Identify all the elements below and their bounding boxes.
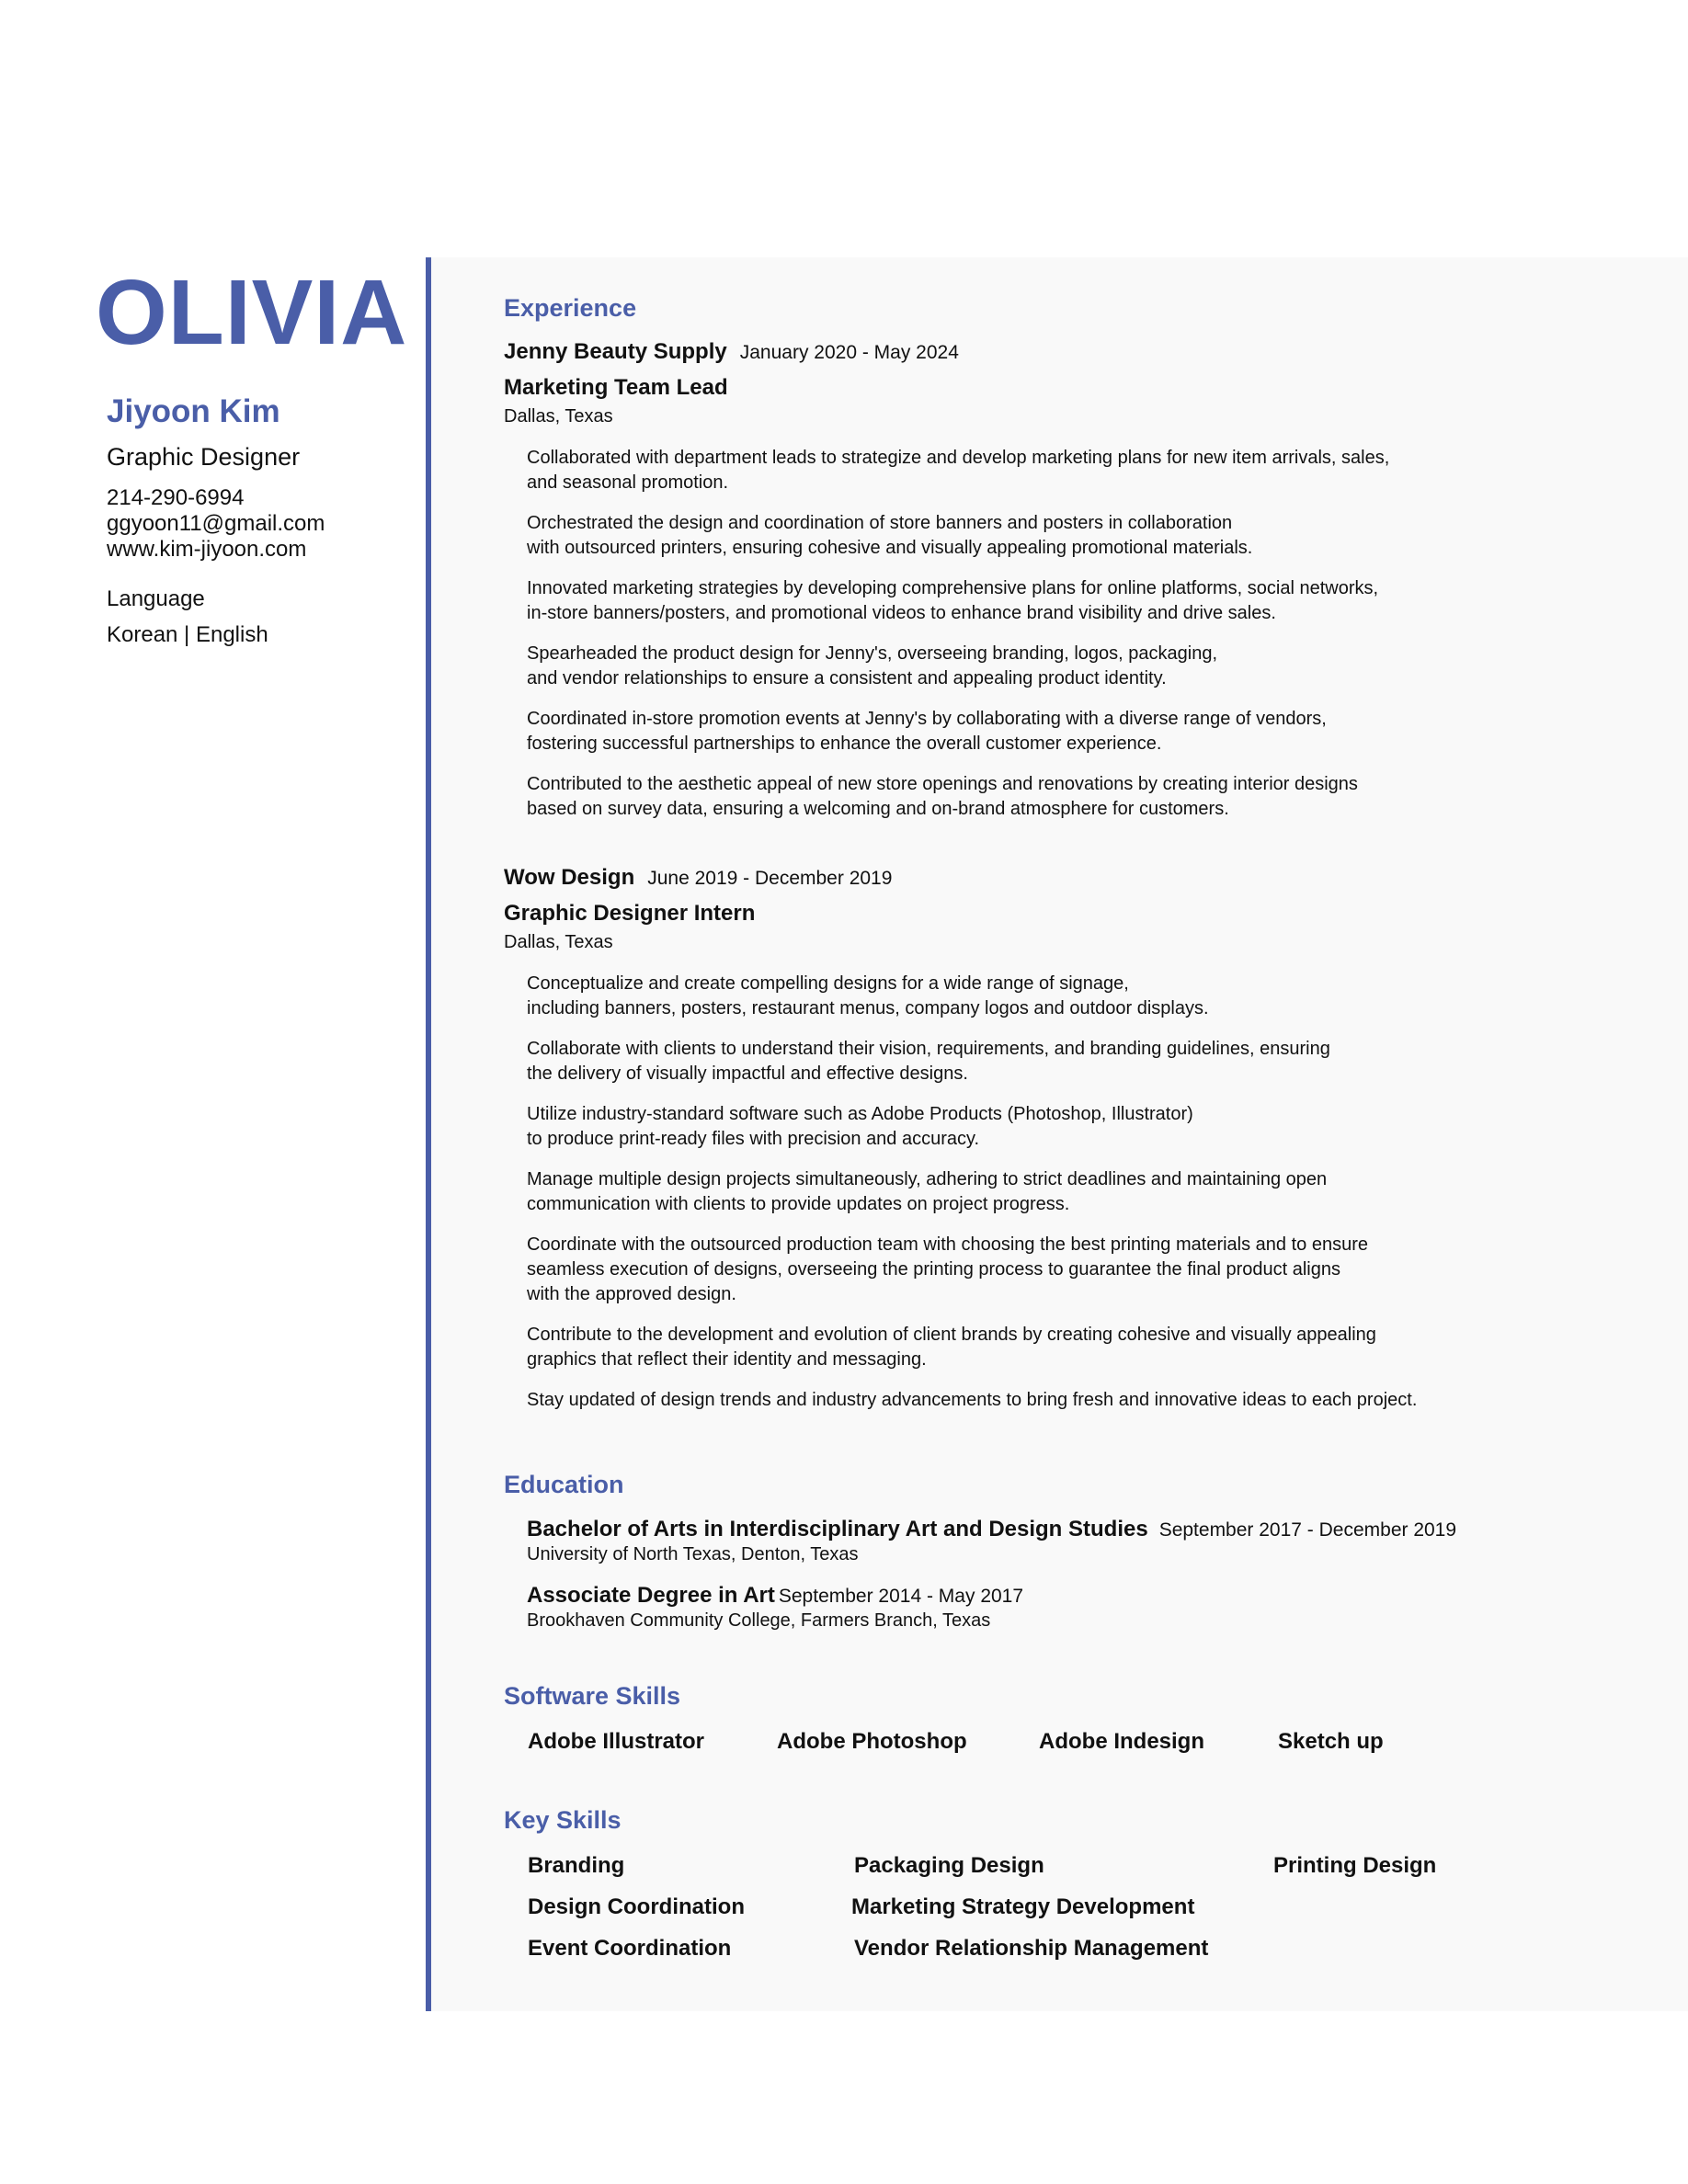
education-dates: September 2014 - May 2017 [778, 1586, 1024, 1607]
key-skills-title: Key Skills [504, 1806, 622, 1834]
contact-block [107, 485, 325, 563]
software-skills-title: Software Skills [504, 1682, 681, 1710]
logo-text: OLIVIA [96, 261, 408, 364]
bullet-item: Contribute to the development and evolution of client brands by creating cohesive and visually appealing graphics that reflect their identity and messaging. [527, 1325, 1376, 1370]
software-skill: Adobe Photoshop [777, 1729, 967, 1754]
job-location: Dallas, Texas [504, 406, 613, 427]
job-bullets [527, 446, 1520, 837]
key-skill: Packaging Design [854, 1853, 1044, 1878]
job-header [504, 865, 892, 891]
bullet-item: Manage multiple design projects simultaneously, adhering to strict deadlines and maintaining open communication with clients to provide updates on project progress. [527, 1169, 1328, 1214]
school-name: University of North Texas, Denton, Texas [527, 1544, 859, 1564]
software-skill: Adobe Indesign [1039, 1729, 1204, 1754]
person-name: Jiyoon Kim [107, 393, 280, 429]
key-skill: Branding [528, 1853, 625, 1878]
job-dates: January 2020 - May 2024 [739, 342, 959, 363]
email[interactable]: ggyoon11@gmail.com [107, 511, 325, 536]
education-dates: September 2017 - December 2019 [1158, 1519, 1457, 1541]
job-bullets [527, 972, 1520, 1428]
key-skill: Vendor Relationship Management [854, 1936, 1209, 1961]
school-name: Brookhaven Community College, Farmers Branch, Texas [527, 1610, 991, 1631]
experience-title: Experience [504, 294, 637, 322]
bullet-item: Coordinated in-store promotion events at Jenny's by collaborating with a diverse range of vendors, fostering successful partnerships to enhance the overall customer experience. [527, 709, 1327, 754]
key-skill: Event Coordination [528, 1936, 732, 1961]
bullet-item: Contributed to the aesthetic appeal of new store openings and renovations by creating interior designs based on survey data, ensuring a welcoming and on-brand atmosphere for customers. [527, 774, 1358, 819]
degree-name: Bachelor of Arts in Interdisciplinary Art and Design Studies [527, 1517, 1148, 1541]
job-title: Marketing Team Lead [504, 375, 728, 400]
job-location: Dallas, Texas [504, 932, 613, 952]
education-title: Education [504, 1471, 624, 1498]
bullet-item: Stay updated of design trends and industry advancements to bring fresh and innovative ideas to each project. [527, 1390, 1418, 1410]
website[interactable]: www.kim-jiyoon.com [107, 537, 307, 562]
person-role: Graphic Designer [107, 443, 301, 471]
job-header [504, 339, 959, 365]
bullet-item: Spearheaded the product design for Jenny's, overseeing branding, logos, packaging, and vendor relationships to ensure a consistent and appealing product identity. [527, 643, 1217, 688]
language-values: Korean | English [107, 622, 268, 647]
company-name: Jenny Beauty Supply [504, 339, 727, 364]
bullet-item: Utilize industry-standard software such as Adobe Products (Photoshop, Illustrator) to produce print-ready files with precision and accuracy. [527, 1104, 1193, 1149]
software-skill: Sketch up [1278, 1729, 1384, 1754]
job-dates: June 2019 - December 2019 [647, 868, 893, 889]
key-skill: Printing Design [1273, 1853, 1437, 1878]
key-skill: Design Coordination [528, 1894, 745, 1919]
software-skill: Adobe Illustrator [528, 1729, 705, 1754]
education-item [527, 1517, 1456, 1565]
bullet-item: Collaborated with department leads to strategize and develop marketing plans for new item arrivals, sales, and seasonal promotion. [527, 448, 1390, 493]
bullet-item: Innovated marketing strategies by developing comprehensive plans for online platforms, social networks, in-store banners/posters, and promotional videos to enhance brand visibility and drive sales. [527, 578, 1379, 623]
bullet-item: Coordinate with the outsourced production team with choosing the best printing materials and to ensure seamless execution of designs, overseeing the printing process to guarantee the final product aligns with the approved design. [527, 1234, 1368, 1304]
bullet-item: Conceptualize and create compelling designs for a wide range of signage, including banners, posters, restaurant menus, company logos and outdoor displays. [527, 973, 1209, 1018]
phone: 214-290-6994 [107, 485, 245, 510]
vertical-divider [426, 257, 431, 2011]
bullet-item: Orchestrated the design and coordination of store banners and posters in collaboration with outsourced printers, ensuring cohesive and visually appealing promotional materials. [527, 513, 1253, 558]
education-item [527, 1583, 1023, 1632]
job-title: Graphic Designer Intern [504, 901, 756, 926]
company-name: Wow Design [504, 865, 635, 890]
bullet-item: Collaborate with clients to understand their vision, requirements, and branding guidelines, ensuring the delivery of visually impactful and effective designs. [527, 1039, 1330, 1084]
key-skill: Marketing Strategy Development [851, 1894, 1195, 1919]
language-heading: Language [107, 586, 205, 611]
degree-name: Associate Degree in Art [527, 1583, 775, 1608]
